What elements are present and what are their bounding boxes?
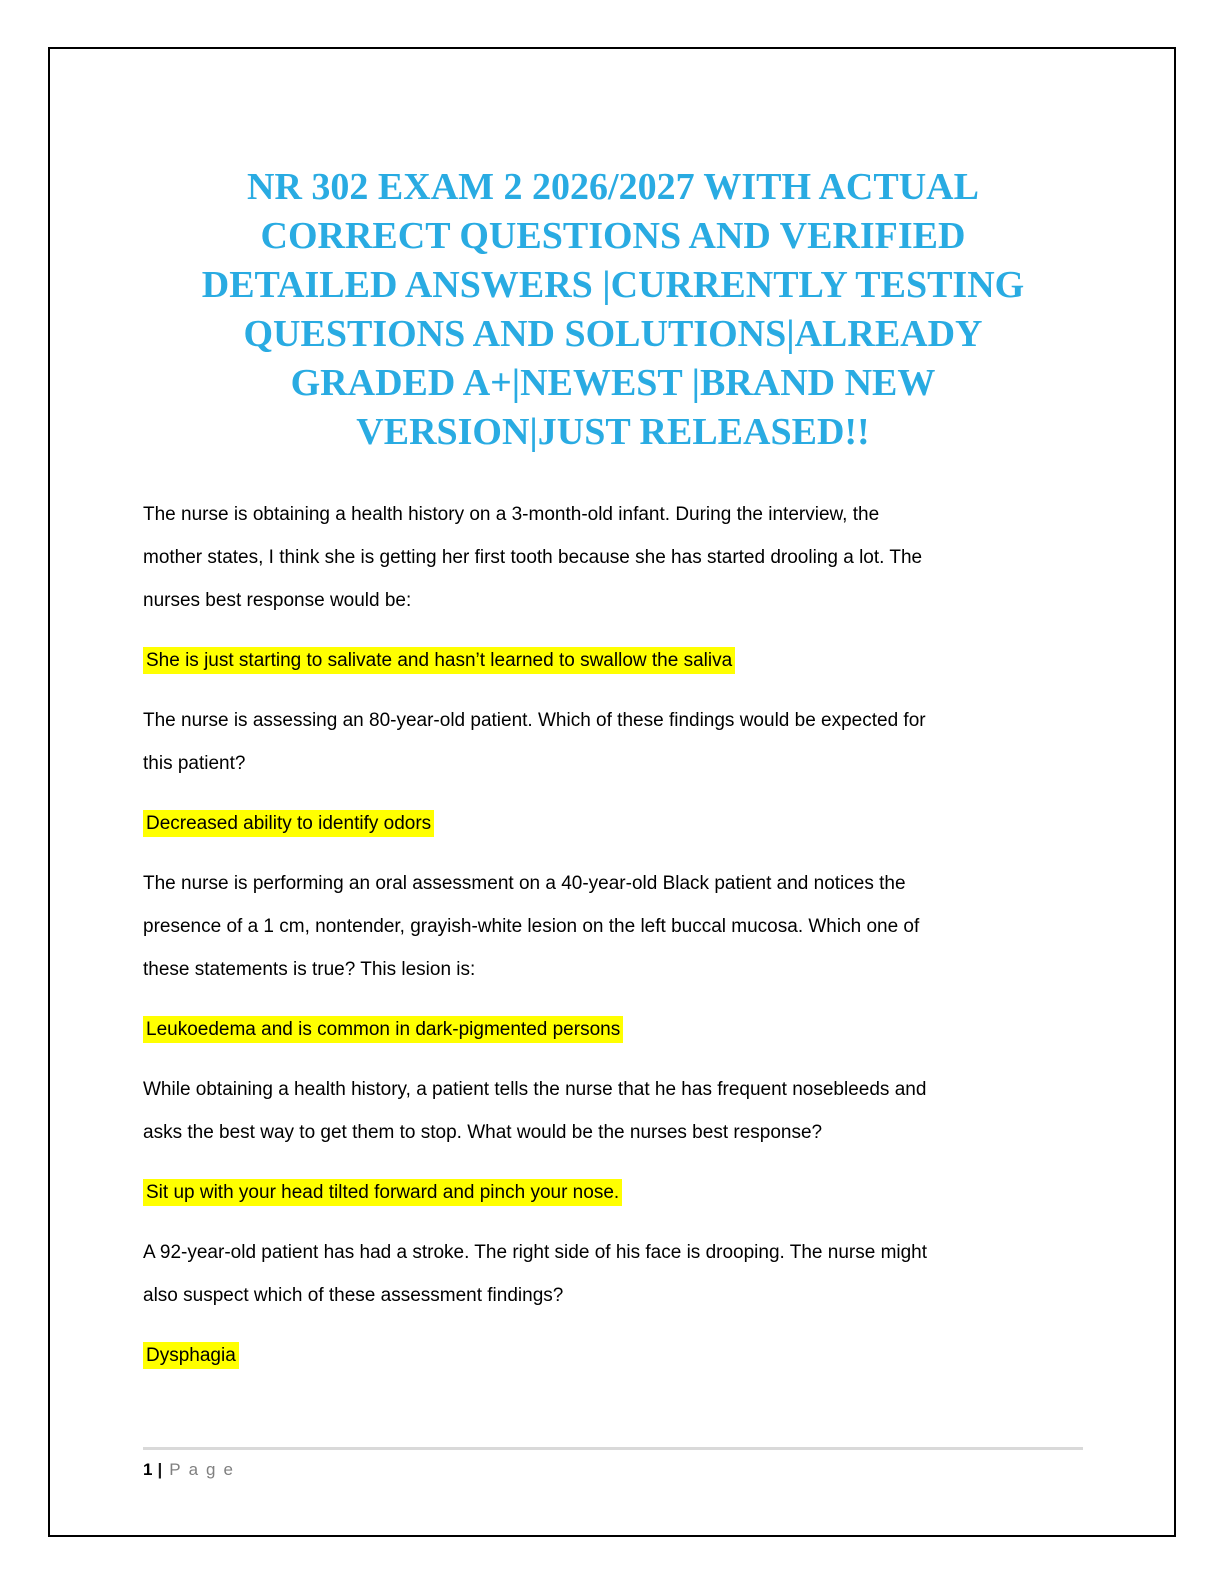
question-line: The nurse is obtaining a health history on a 3-month-old infant. During the interview, the — [143, 504, 880, 525]
page-footer — [143, 1458, 1083, 1482]
footer-divider — [143, 1447, 1083, 1450]
answer-paragraph — [143, 1334, 1083, 1377]
question-paragraph — [143, 1231, 1083, 1317]
question-paragraph — [143, 699, 1083, 785]
footer-separator: | — [157, 1460, 163, 1479]
footer-page-label: Page — [169, 1460, 241, 1479]
answer-paragraph — [143, 1171, 1083, 1214]
question-paragraph — [143, 1068, 1083, 1154]
title-line: DETAILED ANSWERS |CURRENTLY TESTING — [201, 264, 1025, 306]
question-line: asks the best way to get them to stop. What would be the nurses best response? — [143, 1122, 823, 1143]
title-line: NR 302 EXAM 2 2026/2027 WITH ACTUAL — [247, 166, 979, 208]
answer-highlight: Dysphagia — [143, 1342, 239, 1369]
question-line: The nurse is assessing an 80-year-old patient. Which of these findings would be expected for — [143, 710, 926, 731]
question-line: While obtaining a health history, a patient tells the nurse that he has frequent nosebleeds and — [143, 1079, 927, 1100]
answer-highlight: Decreased ability to identify odors — [143, 810, 434, 837]
answer-paragraph — [143, 1008, 1083, 1051]
question-line: these statements is true? This lesion is: — [143, 959, 476, 980]
title-line: VERSION|JUST RELEASED!! — [356, 411, 870, 453]
question-paragraph — [143, 493, 1083, 622]
question-line: presence of a 1 cm, nontender, grayish-white lesion on the left buccal mucosa. Which one of — [143, 916, 920, 937]
title-line: GRADED A+|NEWEST |BRAND NEW — [290, 362, 936, 404]
title-line: QUESTIONS AND SOLUTIONS|ALREADY — [243, 313, 983, 355]
question-line: The nurse is performing an oral assessment on a 40-year-old Black patient and notices the — [143, 873, 906, 894]
question-paragraph — [143, 862, 1083, 991]
question-line: also suspect which of these assessment findings? — [143, 1285, 564, 1306]
answer-highlight: She is just starting to salivate and hasn’t learned to swallow the saliva — [143, 647, 735, 674]
question-line: A 92-year-old patient has had a stroke. The right side of his face is drooping. The nurse might — [143, 1242, 928, 1263]
page-number: 1 — [143, 1460, 153, 1479]
answer-highlight: Leukoedema and is common in dark-pigmented persons — [143, 1016, 623, 1043]
title-line: CORRECT QUESTIONS AND VERIFIED — [260, 215, 966, 257]
question-line: mother states, I think she is getting her first tooth because she has started drooling a lot. The — [143, 547, 923, 568]
question-line: nurses best response would be: — [143, 590, 412, 611]
answer-highlight: Sit up with your head tilted forward and pinch your nose. — [143, 1179, 622, 1206]
answer-paragraph — [143, 639, 1083, 682]
answer-paragraph — [143, 802, 1083, 845]
document-body — [143, 493, 1083, 1394]
question-line: this patient? — [143, 753, 246, 774]
document-page — [48, 47, 1176, 1537]
document-title — [143, 163, 1083, 457]
